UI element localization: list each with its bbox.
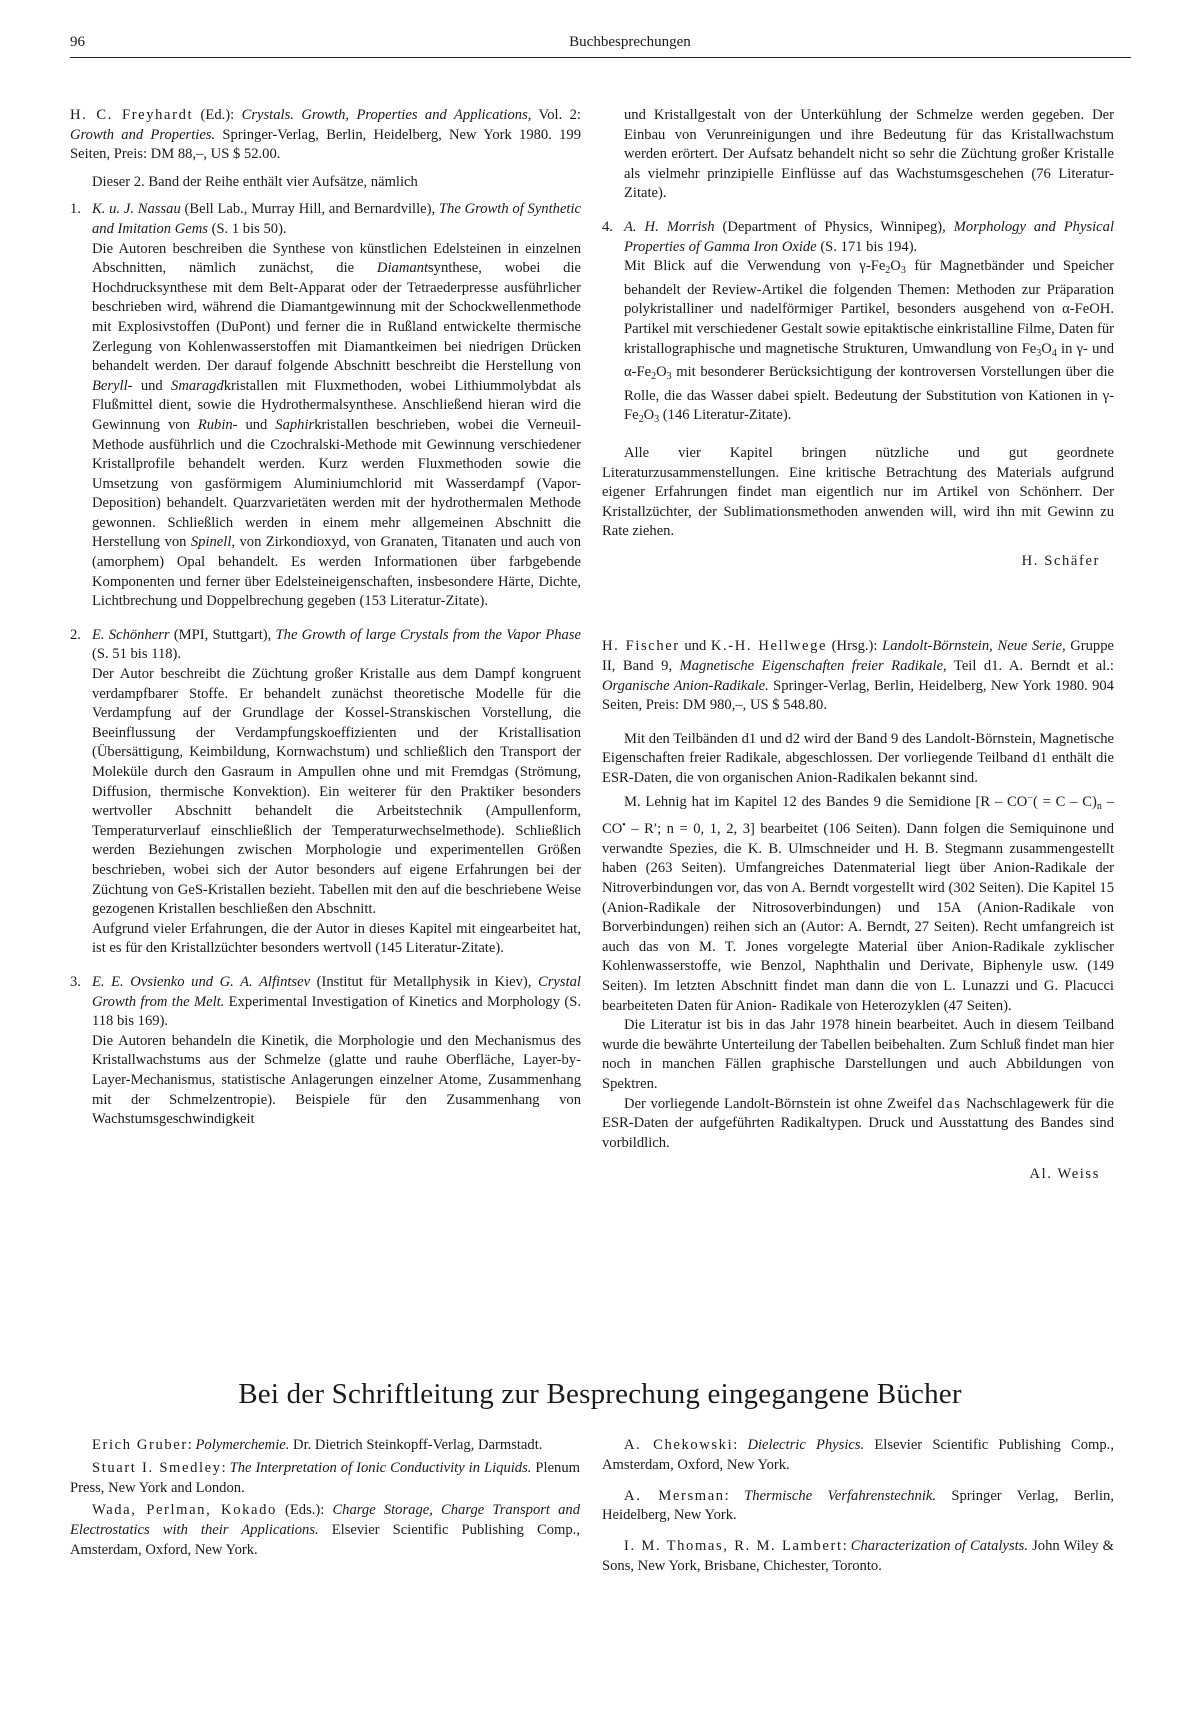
text-span: ( = C – C)	[1032, 793, 1097, 810]
text-span: Die Autoren beschreiben die Synthese von künstlichen Edelsteinen in einzelnen Abschnitten, nämlich zunächst, die	[92, 240, 581, 277]
review1-ed: (Ed.):	[193, 107, 242, 123]
review2-publisher: Springer-Verlag, Berlin, Heidelberg, New York 1980. 904 Seiten, Preis: DM 980,–, US $ 548.80.	[602, 677, 1114, 714]
book-entry	[602, 1537, 1114, 1577]
review2-title-b: Gruppe II, Band 9,	[602, 638, 1114, 675]
subscript: 4	[1051, 347, 1057, 359]
review2-paragraph-4	[602, 1095, 1114, 1154]
subscript: n	[1096, 800, 1102, 812]
review1-closing: Alle vier Kapitel bringen nützliche und gut geordnete Literaturzusammenstellungen. Eine kritische Betrachtung des Materials aufgrund eigener Erfahrungen findet man eigentlich nur im Artikel von Schönherr. Der Kristallzüchter, der Sublimationsmethoden anwenden will, wird ihn mit Gewinn zu Rate ziehen.	[602, 444, 1114, 540]
item-text: Der Autor beschreibt die Züchtung großer Kristalle aus dem Dampf kongruent verdampfbarer Stoffe. Er behandelt zunächst theoretische Modelle für die Verdampfung auf der Grundlage der Kossel-Stranskischen Vorstellung, die Beeinflussung der Verdampfungskoeffizienten und der Kristallisation (Übersättigung, Keimbildung, Kornwachstum) und schließlich den Transport der Moleküle durch den Gasraum in Ampullen ohne und mit Fremdgas (Strömung, Diffusion, thermische Konvektion). Ein weiterer für den Praktiker besonders wertvoller Abschnitt behandelt die Arbeitstechnik (Ampullenform, Temperaturverlauf einschließlich der Temperaturwechselmethode). Schließlich werden Beziehungen zwischen Morphologie und experimentellen Größen beschrieben, wobei sich der Autor besonders auf eigene Erfahrungen bei der Züchtung von GeS-Kristallen bezieht. Tabellen mit den auf die beschriebene Weise gezogenen Kristallen beschließen den Abschnitt.	[92, 666, 581, 918]
item-title: The Growth of Synthetic and Imitation Gems	[92, 201, 582, 237]
book-entry	[70, 1501, 580, 1560]
text-span: und	[237, 416, 276, 433]
item-title: Crystal Growth from the Melt.	[92, 973, 581, 1010]
item-affil: (Department of Physics, Winnipeg),	[714, 218, 954, 235]
review1-item-3	[70, 973, 581, 1130]
text-span: M. Lehnig hat im Kapitel 12 des Bandes 9 die Semidione [R – CO	[624, 793, 1028, 810]
review2-and: und	[679, 638, 711, 655]
book-entry	[70, 1436, 580, 1456]
review2-signature: Al. Weiss	[1029, 1166, 1100, 1183]
book-entry	[70, 1459, 580, 1499]
review2-title-e: Organische Anion-Radikale.	[602, 677, 769, 694]
item-text: Aufgrund vieler Erfahrungen, die der Autor in dieses Kapitel mit eingearbeitet hat, ist es für den Kristallzüchter besonders wertvoll (145 Literatur-Zitate).	[92, 920, 581, 957]
item-affil: (Bell Lab., Murray Hill, and Bernardville),	[180, 201, 439, 218]
book-author: I. M. Thomas, R. M. Lambert	[624, 1538, 843, 1555]
emph-span: Rubin-	[197, 416, 238, 433]
review2-title-c: Magnetische Eigenschaften freier Radikale,	[679, 658, 947, 675]
book-sep: :	[842, 1538, 851, 1555]
review2-paragraph-2	[602, 789, 1114, 1017]
book-author: A. Mersman	[624, 1487, 725, 1504]
review1-title: Crystals. Growth, Properties and Applications,	[241, 107, 532, 123]
item-title: The Growth of large Crystals from the Vapor Phase	[275, 626, 581, 643]
book-sep: :	[724, 1487, 745, 1504]
right-column	[602, 106, 1114, 1185]
header-rule	[70, 57, 1131, 58]
emph-span: Beryll-	[92, 377, 133, 394]
review2-title: Landolt-Börnstein, Neue Serie,	[882, 638, 1066, 655]
item-author: E. E. Ovsienko und G. A. Alfintsev	[92, 973, 311, 990]
review1-citation	[70, 106, 581, 165]
text-span: und	[132, 377, 172, 394]
item-affil: (Institut für Metallphysik in Kiev),	[310, 973, 539, 990]
left-column	[70, 106, 581, 1130]
item-number: 4.	[602, 218, 613, 235]
review1-vol-title: Growth and Properties.	[70, 126, 216, 143]
received-books-left	[70, 1436, 580, 1564]
text-span: synthese, wobei die Hochdrucksynthese mit dem Belt-Apparat oder der Tetraederpresse ausführlicher beschrieben wird, während die Diamantgewinnung mit der Schockwellenmethode mit Explosivstoffen (DuPont) und ferner die in Rußland entwickelte thermische Zerlegung von Kohlenwasserstoffen mit Diamantkeimen bei niedrigen Drücken behandelt werden. Der darauf folgende Abschnitt beschreibt die Herstellung von	[92, 260, 581, 375]
item-number: 2.	[70, 626, 81, 643]
item-author: K. u. J. Nassau	[92, 201, 181, 218]
book-author: Erich Gruber	[92, 1437, 188, 1453]
text-span: Nachschlagewerk für die ESR-Daten der aufgeführten Radikaltypen. Druck und Ausstattung des Bandes sind vorbildlich.	[602, 1095, 1114, 1151]
item-number: 1.	[70, 201, 81, 218]
item-title: Morphology and Physical Properties of Gamma Iron Oxide	[624, 218, 1114, 255]
review1-publisher: Springer-Verlag, Berlin, Heidelberg, New York 1980. 199 Seiten, Preis: DM 88,–, US $ 52.00.	[70, 126, 582, 163]
review1-author: H. C. Freyhardt	[70, 107, 194, 123]
book-publisher: Dr. Dietrich Steinkopff-Verlag, Darmstadt.	[289, 1437, 543, 1453]
book-entry	[602, 1487, 1114, 1527]
item-text: und Kristallgestalt von der Unterkühlung der Schmelze werden gegeben. Der Einbau von Verunreinigungen und ihre Bedeutung für das Kristallwachstum werden erörtert. Der Aufsatz behandelt nicht so sehr die Züchtung großer Kristalle als vielmehr prinzipielle Einflüsse auf das Wachstumsgeschehen (76 Literatur-Zitate).	[624, 107, 1114, 202]
item-author: E. Schönherr	[92, 626, 170, 643]
subscript: 2	[651, 371, 657, 383]
book-publisher: Springer Verlag, Berlin, Heidelberg, New York.	[602, 1487, 1114, 1524]
emph-span: Smaragd	[171, 377, 224, 394]
text-span: – CO	[602, 793, 1114, 838]
subscript: 3	[1036, 347, 1042, 359]
book-title: Characterization of Catalysts.	[850, 1538, 1029, 1555]
book-publisher: Elsevier Scientific Publishing Comp., Amsterdam, Oxford, New York.	[602, 1437, 1114, 1473]
emph-span: Spinell,	[190, 534, 236, 551]
review2-paragraph-1: Mit den Teilbänden d1 und d2 wird der Band 9 des Landolt-Börnstein, Magnetische Eigenschaften freier Radikale, abgeschlossen. Der vorliegende Teilband d1 enthält die ESR-Daten, die von organischen Anion-Radikalen bekannt sind.	[602, 730, 1114, 787]
book-title: Dielectric Physics.	[747, 1437, 865, 1453]
text-span: kristallen beschrieben, wobei die Verneuil-Methode ausführlich und die Czochralski-Methode mit Gewinnung verschiedener Kristallprofile behandelt werden. Kurz werden Fluxmethoden sowie die Umsetzung von gasförmigem Aluminiumchlorid mit Wasserdampf (Vapor-Deposition) behandelt. Quarzvarietäten werden mit der hydrothermalen Methode gewonnen. Schließlich werden in einem mehr allgemeinen Abschnitt die Herstellung von	[92, 416, 581, 551]
text-span: Der vorliegende Landolt-Börnstein ist ohne Zweifel	[624, 1095, 938, 1112]
book-sep: :	[733, 1437, 748, 1453]
received-books-right	[602, 1436, 1114, 1588]
subscript: 3	[654, 414, 660, 426]
item-author: A. H. Morrish	[624, 218, 715, 235]
emph-span: das	[937, 1095, 962, 1112]
text-span: Mit Blick auf die Verwendung von γ-Fe	[624, 258, 886, 275]
item-heading	[92, 973, 581, 1032]
item-text: Die Autoren behandeln die Kinetik, die Morphologie und den Mechanismus des Kristallwachstums aus der Schmelze (glatte und rauhe Oberfläche, Layer-by-Layer-Mechanismus, statistische Anlagerungen einzelner Atome, Zusammenhang mit der Schmelzentropie). Beispiele für den Zusammenhang von Wachstumsgeschwindigkeit	[92, 1032, 581, 1128]
review1-item-3-continued	[602, 106, 1114, 204]
item-text	[624, 257, 1114, 430]
item-text	[92, 240, 581, 612]
text-span: O	[890, 258, 901, 275]
book-author: A. Chekowski	[624, 1437, 734, 1453]
review1-signature: H. Schäfer	[1021, 552, 1100, 569]
subscript: 3	[666, 371, 672, 383]
emph-span: Diamant	[376, 260, 428, 277]
item-heading	[92, 200, 581, 239]
text-span: O	[1041, 340, 1052, 357]
review2-author-b: K.-H. Hellwege	[710, 638, 828, 655]
superscript: −	[1027, 792, 1033, 804]
book-sep: (Eds.):	[276, 1502, 333, 1519]
item-heading	[92, 626, 581, 665]
book-title: Charge Storage, Charge Transport and Electrostatics with their Applications.	[70, 1502, 580, 1539]
item-pages: (S. 1 bis 50).	[207, 220, 287, 237]
book-publisher: Plenum Press, New York and London.	[70, 1459, 580, 1496]
text-span: in γ- und α-Fe	[624, 340, 1115, 381]
superscript: •	[622, 820, 626, 832]
review1-item-1	[70, 200, 581, 611]
text-span: – R′; n = 0, 1, 2, 3] bearbeitet (106 Seiten). Dann folgen die Semiquinone und verwandte Spezies, die K. B. Ulmschneider und H. B. Stegmann zusammengestellt haben (263 Seiten). Umfangreiches Datenmaterial liegt über Anion-Radikale der Nitroverbindungen vor, das von A. Berndt vorgestellt wird (302 Seiten). Die Kapitel 15 (Anion-Radikale der Nitrosoverbindungen) und 15A (Anion-Radikale von Borverbindungen) reihen sich an (Autor: A. Berndt, 27 Seiten). Recht umfangreich ist auch das von M. T. Jones vorgelegte Material über Anion-Radikale zyklischer Kohlenwasserstoffe, wie Benzol, Naphthalin und Derivate, Biphenyle usw. (149 Seiten). Im letzten Abschnitt findet man dann die von L. Lunazzi und G. Placucci bearbeiteten Daten für Anion- Radikale von Heterozyklen (47 Seiten).	[602, 821, 1114, 1014]
item-affil: (MPI, Stuttgart),	[169, 626, 276, 643]
running-title: Buchbesprechungen	[569, 34, 691, 50]
received-books-heading: Bei der Schriftleitung zur Besprechung eingegangene Bücher	[238, 1378, 962, 1410]
item-number: 3.	[70, 973, 81, 990]
emph-span: Saphir	[275, 416, 315, 433]
book-publisher: John Wiley & Sons, New York, Brisbane, Chichester, Toronto.	[602, 1538, 1115, 1574]
review1-item-2	[70, 626, 581, 959]
review2-author-a: H. Fischer	[602, 638, 680, 655]
review2-paragraph-3: Die Literatur ist bis in das Jahr 1978 hinein bearbeitet. Auch in diesem Teilband wurde die bewährte Unterteilung der Tabellen beibehalten. Zum Schluß findet man hier noch in manchen Fällen graphische Darstellungen und auch Abbildungen von Spektren.	[602, 1017, 1114, 1092]
book-title: The Interpretation of Ionic Conductivity in Liquids.	[229, 1459, 532, 1476]
text-span: von Zirkondioxyd, von Granaten, Titanaten und auch von (amorphem) Opal behandelt. Es werden Informationen über farbgebende Komponenten und ferner über Edelsteineigenschaften, insbesondere Härte, Dichte, Lichtbrechung und Doppelbrechung gegeben (153 Literatur-Zitate).	[92, 534, 581, 610]
review2-title-d: Teil d1. A. Berndt et al.:	[946, 658, 1114, 675]
subscript: 2	[638, 414, 644, 426]
review1-vol: Vol. 2:	[531, 107, 581, 123]
item-pages: (S. 171 bis 194).	[816, 238, 918, 255]
book-sep: :	[187, 1437, 196, 1453]
review2-citation	[602, 637, 1114, 715]
text-span: kristallen mit Fluxmethoden, wobei Lithiummolybdat als Flußmittel dient, sowie die Hydrothermalsynthese. Anschließend hieran wird die Gewinnung von	[92, 377, 582, 433]
book-author: Stuart I. Smedley	[92, 1459, 222, 1476]
text-span: O	[643, 407, 655, 424]
item-heading	[624, 218, 1114, 257]
book-entry	[602, 1436, 1114, 1476]
book-title: Thermische Verfahrenstechnik.	[744, 1487, 937, 1504]
review2-hrsg: (Hrsg.):	[827, 638, 883, 655]
text-span: für Magnetbänder und Speicher behandelt der Review-Artikel die folgenden Themen: Methoden zur Präparation polykristalliner und nadelförmiger Partikel, besonders ausgehend von α-FeOH. Partikel mit verschiedener Gestalt sowie epitaktische einkristalline Filme, Daten für kristallographische und magnetische Strukturen, Umwandlung von Fe	[624, 258, 1114, 357]
review1-intro: Dieser 2. Band der Reihe enthält vier Aufsätze, nämlich	[92, 173, 418, 190]
subscript: 2	[885, 265, 891, 277]
text-span: (146 Literatur-Zitate).	[659, 407, 792, 424]
item-pages: Experimental Investigation of Kinetics and Morphology (S. 118 bis 169).	[92, 993, 581, 1030]
text-span: mit besonderer Berücksichtigung der kontroversen Vorstellungen über die Rolle, die das Wasser dabei spielt. Bedeutung der Substitution von Kationen in γ-Fe	[624, 364, 1114, 424]
book-author: Wada, Perlman, Kokado	[92, 1502, 277, 1519]
review1-item-4	[602, 218, 1114, 430]
item-pages: (S. 51 bis 118).	[92, 646, 182, 663]
book-title: Polymerchemie.	[195, 1437, 290, 1453]
page-number: 96	[70, 34, 85, 50]
text-span: O	[656, 364, 667, 381]
book-publisher: Elsevier Scientific Publishing Comp., Amsterdam, Oxford, New York.	[70, 1522, 580, 1558]
subscript: 3	[900, 265, 906, 277]
book-sep: :	[221, 1459, 230, 1476]
